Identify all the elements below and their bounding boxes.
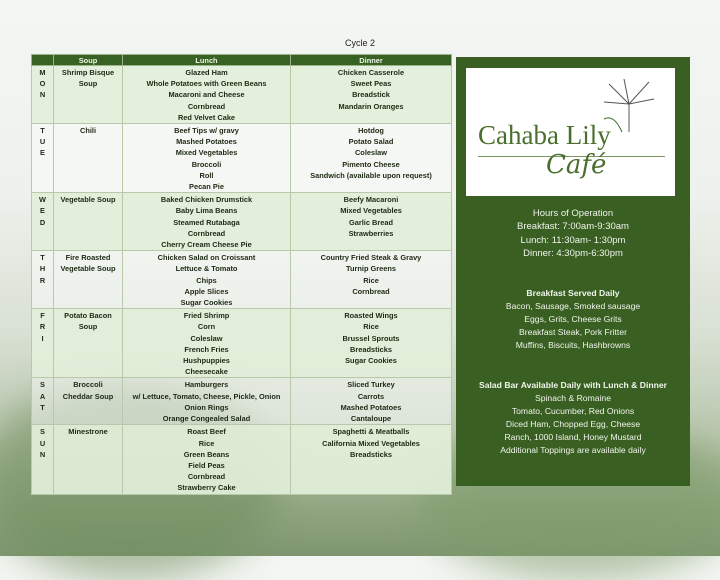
dinner-item: Carrots bbox=[357, 391, 385, 401]
dinner-item: Rice bbox=[363, 275, 379, 285]
cycle-title: Cycle 2 bbox=[344, 38, 375, 48]
day-letter: U bbox=[39, 137, 46, 147]
lunch-item: Apple Slices bbox=[184, 286, 229, 296]
day-letter: M bbox=[39, 68, 46, 77]
lunch-item: Green Beans bbox=[183, 449, 230, 459]
soup-item: Fire Roasted bbox=[65, 253, 111, 263]
lunch-cell bbox=[123, 378, 291, 425]
lunch-cell bbox=[123, 425, 291, 494]
lunch-item: Whole Potatoes with Green Beans bbox=[146, 79, 267, 89]
dinner-item: Breadstick bbox=[352, 90, 390, 100]
dinner-item: Country Fried Steak & Gravy bbox=[320, 253, 422, 263]
lunch-item: Chips bbox=[196, 275, 217, 285]
hours-section bbox=[456, 207, 690, 261]
day-letter: S bbox=[40, 380, 45, 390]
day-letter: S bbox=[40, 427, 45, 437]
lunch-item: Broccoli bbox=[191, 159, 222, 169]
soup-item: Soup bbox=[78, 79, 98, 89]
soup-item: Soup bbox=[78, 322, 98, 332]
lunch-item: Onion Rings bbox=[184, 402, 229, 412]
lunch-item: Cornbread bbox=[187, 472, 226, 482]
soup-item: Potato Bacon bbox=[64, 311, 112, 321]
dinner-cell bbox=[291, 309, 452, 378]
dinner-cell bbox=[291, 66, 452, 124]
dinner-item: Breadsticks bbox=[350, 344, 392, 354]
soup-item: Vegetable Soup bbox=[60, 195, 116, 205]
lunch-item: Cherry Cream Cheese Pie bbox=[161, 240, 252, 250]
day-letter: R bbox=[39, 322, 46, 332]
lunch-item: Steamed Rutabaga bbox=[173, 217, 240, 227]
lunch-item: Lettuce & Tomato bbox=[175, 264, 238, 274]
salad-heading: Salad Bar Available Daily with Lunch & Dinner bbox=[479, 380, 667, 390]
breakfast-section bbox=[456, 287, 690, 352]
soup-item: Vegetable Soup bbox=[60, 264, 116, 274]
day-letter: T bbox=[40, 402, 45, 412]
dinner-item: Mashed Potatoes bbox=[340, 402, 402, 412]
menu-table bbox=[31, 54, 452, 495]
lunch-item: Field Peas bbox=[188, 460, 225, 470]
day-letter: R bbox=[39, 275, 46, 285]
soup-item: Broccoli bbox=[73, 380, 103, 390]
soup-item: Chili bbox=[79, 126, 96, 136]
lunch-item: Cheesecake bbox=[185, 367, 228, 377]
dinner-item: Sugar Cookies bbox=[345, 356, 397, 366]
dinner-item: Sweet Peas bbox=[350, 79, 392, 89]
lunch-item: Strawberry Cake bbox=[177, 483, 236, 493]
lunch-item: Fried Shrimp bbox=[183, 311, 230, 321]
soup-item: Minestrone bbox=[68, 427, 108, 437]
soup-cell bbox=[54, 378, 123, 425]
day-letter: W bbox=[39, 195, 46, 205]
lunch-cell bbox=[123, 309, 291, 378]
dinner-item: Breadsticks bbox=[350, 449, 392, 459]
lunch-item: Glazed Ham bbox=[185, 68, 228, 77]
lunch-cell bbox=[123, 66, 291, 124]
hours-line: Breakfast: 7:00am-9:30am bbox=[517, 221, 629, 233]
day-cell bbox=[32, 66, 54, 124]
soup-item: Cheddar Soup bbox=[62, 391, 114, 401]
dinner-item: Sliced Turkey bbox=[347, 380, 395, 390]
day-letter: N bbox=[39, 90, 46, 100]
lunch-item: Corn bbox=[197, 322, 216, 332]
header-soup: Soup bbox=[54, 55, 123, 66]
day-cell bbox=[32, 378, 54, 425]
dinner-item: Roasted Wings bbox=[344, 311, 398, 321]
day-letter: U bbox=[39, 438, 46, 448]
lunch-item: Macaroni and Cheese bbox=[168, 90, 245, 100]
day-letter: O bbox=[39, 79, 46, 89]
salad-line: Diced Ham, Chopped Egg, Cheese bbox=[505, 419, 641, 429]
breakfast-heading: Breakfast Served Daily bbox=[526, 288, 620, 298]
menu-day-row bbox=[32, 378, 452, 425]
hours-line: Dinner: 4:30pm-6:30pm bbox=[523, 248, 623, 260]
dinner-cell bbox=[291, 124, 452, 193]
header-dinner: Dinner bbox=[291, 55, 452, 66]
logo-sub: Café bbox=[546, 150, 607, 180]
breakfast-line: Eggs, Grits, Cheese Grits bbox=[524, 314, 622, 324]
dinner-item: Chicken Casserole bbox=[337, 68, 405, 77]
dinner-item: Potato Salad bbox=[348, 137, 394, 147]
dinner-item: Strawberries bbox=[348, 228, 394, 238]
lunch-item: French Fries bbox=[184, 344, 229, 354]
menu-day-row bbox=[32, 309, 452, 378]
breakfast-line: Muffins, Biscuits, Hashbrowns bbox=[515, 340, 631, 350]
lunch-item: Sugar Cookies bbox=[180, 298, 233, 308]
lunch-item: Baked Chicken Drumstick bbox=[160, 195, 253, 205]
lunch-item: w/ Lettuce, Tomato, Cheese, Pickle, Onion bbox=[132, 391, 281, 401]
lunch-item: Hamburgers bbox=[184, 380, 229, 390]
dinner-item: Coleslaw bbox=[354, 148, 388, 158]
salad-line: Tomato, Cucumber, Red Onions bbox=[511, 406, 635, 416]
day-cell bbox=[32, 425, 54, 494]
dinner-item: Garlic Bread bbox=[349, 217, 393, 227]
day-letter: E bbox=[40, 148, 45, 158]
dinner-cell bbox=[291, 425, 452, 494]
soup-cell bbox=[54, 251, 123, 309]
soup-item: Shrimp Bisque bbox=[61, 68, 115, 77]
dinner-item: Mixed Vegetables bbox=[340, 206, 402, 216]
cafe-logo bbox=[466, 68, 675, 196]
breakfast-line: Breakfast Steak, Pork Fritter bbox=[519, 327, 627, 337]
day-letter: F bbox=[40, 311, 45, 321]
lunch-cell bbox=[123, 124, 291, 193]
salad-line: Spinach & Romaine bbox=[535, 393, 611, 403]
lunch-item: Pecan Pie bbox=[189, 182, 224, 192]
menu-day-row bbox=[32, 124, 452, 193]
dinner-item: Sandwich (available upon request) bbox=[310, 170, 432, 180]
dinner-item: Mandarin Oranges bbox=[338, 101, 404, 111]
menu-day-row bbox=[32, 66, 452, 124]
lunch-item: Coleslaw bbox=[190, 333, 223, 343]
day-cell bbox=[32, 193, 54, 251]
salad-line: Ranch, 1000 Island, Honey Mustard bbox=[504, 432, 642, 442]
dinner-item: Turnip Greens bbox=[346, 264, 396, 274]
info-panel bbox=[456, 57, 690, 486]
salad-line: Additional Toppings are available daily bbox=[500, 445, 646, 455]
day-letter: I bbox=[41, 333, 44, 343]
menu-header-row bbox=[32, 55, 452, 66]
soup-cell bbox=[54, 66, 123, 124]
day-letter: N bbox=[39, 449, 46, 459]
lunch-item: Baby Lima Beans bbox=[175, 206, 238, 216]
dinner-item: Spaghetti & Meatballs bbox=[332, 427, 410, 437]
dinner-item: Brussel Sprouts bbox=[342, 333, 400, 343]
day-cell bbox=[32, 124, 54, 193]
logo-name: Cahaba Lily bbox=[478, 120, 611, 150]
menu-day-row bbox=[32, 251, 452, 309]
day-letter: H bbox=[39, 264, 46, 274]
dinner-item: Cornbread bbox=[352, 286, 390, 296]
lunch-item: Hushpuppies bbox=[183, 356, 230, 366]
header-lunch: Lunch bbox=[123, 55, 291, 66]
day-letter: T bbox=[40, 253, 45, 263]
day-letter: D bbox=[39, 217, 46, 227]
dinner-cell bbox=[291, 251, 452, 309]
hours-heading: Hours of Operation bbox=[532, 208, 614, 219]
lunch-item: Cornbread bbox=[187, 101, 226, 111]
lunch-item: Roast Beef bbox=[187, 427, 226, 437]
day-cell bbox=[32, 251, 54, 309]
lunch-item: Beef Tips w/ gravy bbox=[174, 126, 239, 136]
soup-cell bbox=[54, 124, 123, 193]
day-letter: T bbox=[40, 126, 45, 136]
dinner-cell bbox=[291, 378, 452, 425]
dinner-item: Rice bbox=[363, 322, 379, 332]
lunch-item: Rice bbox=[198, 438, 215, 448]
soup-cell bbox=[54, 309, 123, 378]
lunch-item: Mixed Vegetables bbox=[175, 148, 238, 158]
lunch-cell bbox=[123, 193, 291, 251]
hours-line: Lunch: 11:30am- 1:30pm bbox=[520, 234, 626, 246]
menu-day-row bbox=[32, 193, 452, 251]
lunch-item: Chicken Salad on Croissant bbox=[157, 253, 256, 263]
lunch-item: Cornbread bbox=[187, 228, 226, 238]
soup-cell bbox=[54, 425, 123, 494]
day-letter: E bbox=[40, 206, 45, 216]
menu-day-row bbox=[32, 425, 452, 494]
lunch-cell bbox=[123, 251, 291, 309]
soup-cell bbox=[54, 193, 123, 251]
lunch-item: Roll bbox=[199, 170, 214, 180]
salad-bar-section bbox=[456, 379, 690, 457]
dinner-item: Cantaloupe bbox=[350, 414, 392, 424]
dinner-item: California Mixed Vegetables bbox=[322, 438, 420, 448]
lunch-item: Orange Congealed Salad bbox=[162, 414, 251, 424]
day-letter: A bbox=[39, 391, 46, 401]
lunch-item: Mashed Potatoes bbox=[176, 137, 237, 147]
header-day bbox=[32, 55, 54, 66]
dinner-item: Pimento Cheese bbox=[342, 159, 400, 169]
breakfast-line: Bacon, Sausage, Smoked sausage bbox=[505, 301, 641, 311]
dinner-item: Beefy Macaroni bbox=[343, 195, 399, 205]
lunch-item: Red Velvet Cake bbox=[177, 112, 236, 122]
dinner-item: Hotdog bbox=[358, 126, 384, 136]
day-cell bbox=[32, 309, 54, 378]
dinner-cell bbox=[291, 193, 452, 251]
